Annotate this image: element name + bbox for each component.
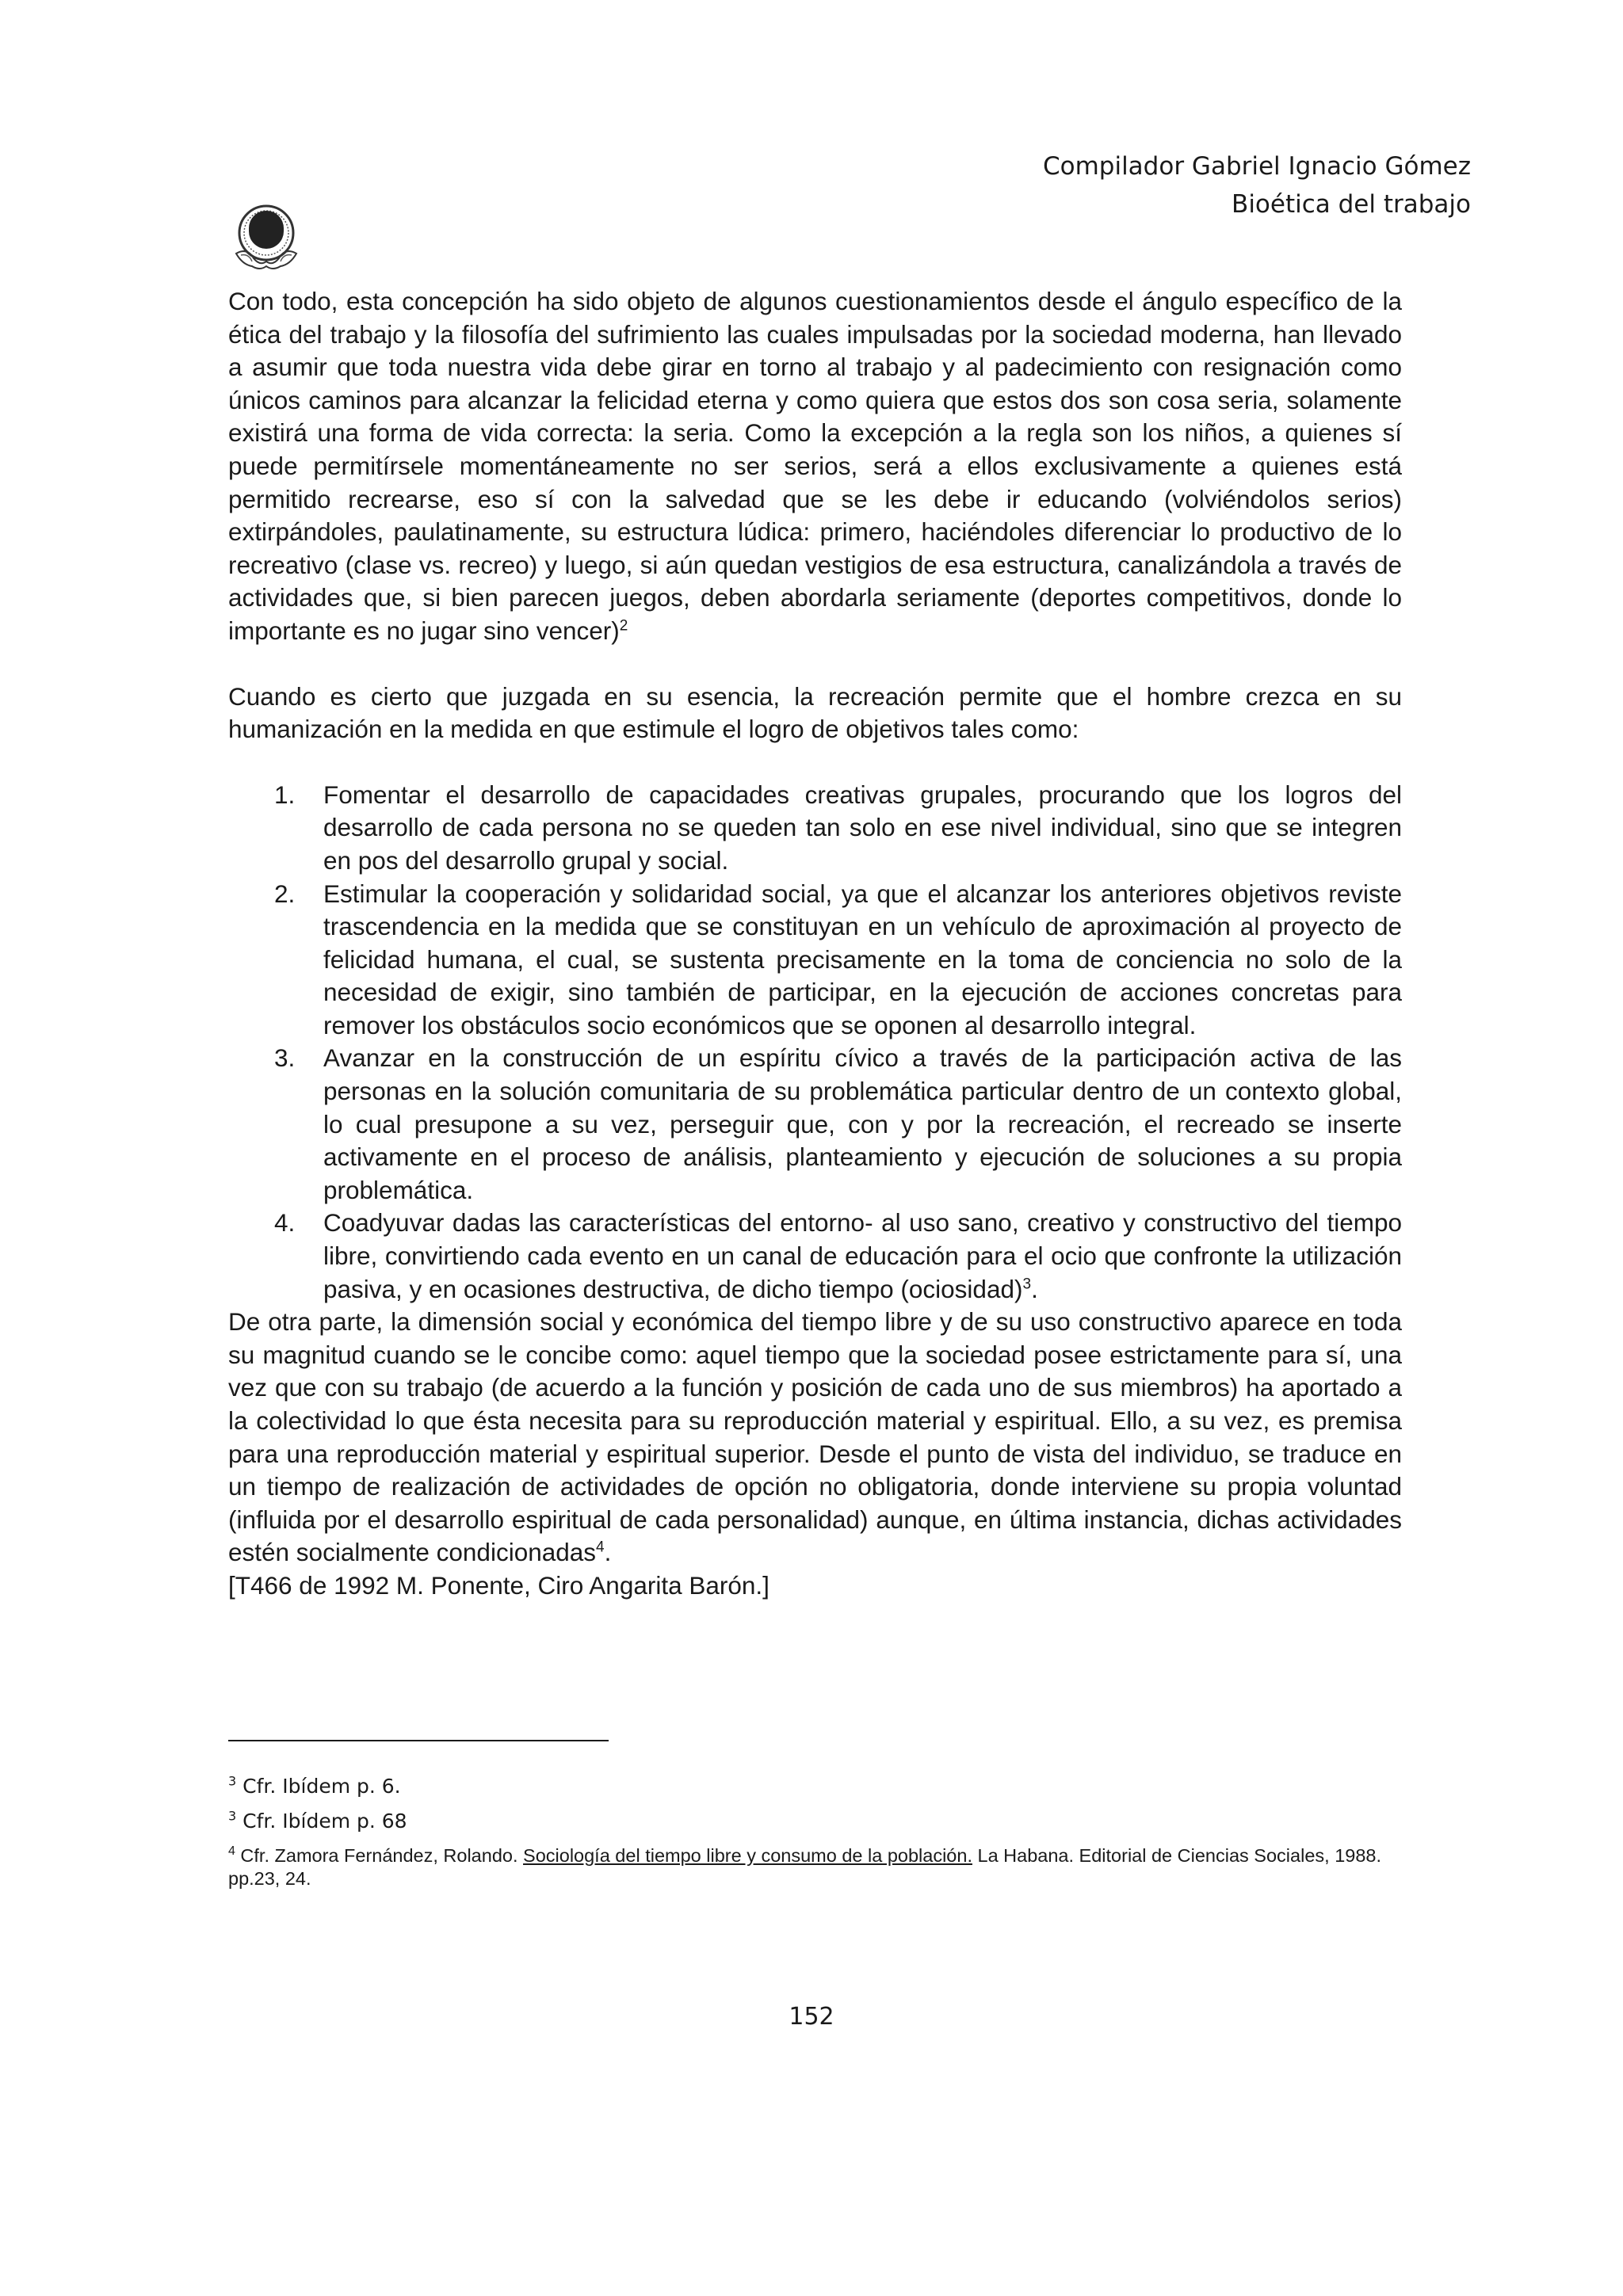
objectives-list xyxy=(228,779,1402,1306)
list-number: 1. xyxy=(274,780,296,809)
paragraph-3: De otra parte, la dimensión social y económica del tiempo libre y de su uso constructivo aparece en toda su magnitud cuando se le concibe como: aquel tiempo que la sociedad posee estrictamente para sí, una vez que con su trabajo (de acuerdo a la función y posición de cada uno de sus miembros) ha aportado a la colectividad lo que ésta necesita para su reproducción material y espiritual. Ello, a su vez, es premisa para una reproducción material y espiritual superior. Desde el punto de vista del individuo, se traduce en un tiempo de realización de actividades de opción no obligatoria, donde interviene su propia voluntad (influida por el desarrollo espiritual de cada personalidad) aunque, en última instancia, dichas actividades estén socialmente condicionadas$^4$. xyxy=(228,1307,1402,1567)
footnote-3: $^4$ Cfr. Zamora Fernández, Rolando. Sociología del tiempo libre y consumo de la población. La Habana. Editorial de Ciencias Sociales, 1988. pp.23, 24. xyxy=(228,1844,1381,1889)
list-item: 4. Coadyuvar dadas las características del entorno- al uso sano, creativo y constructivo del tiempo libre, convirtiendo cada evento en un canal de educación para el ocio que confronte la utilización pasiva, y en ocasiones destructiva, de dicho tiempo (ociosidad)$^3$. xyxy=(274,1208,1402,1303)
list-number: 2. xyxy=(274,879,296,908)
footnote-separator xyxy=(228,1740,609,1741)
footnote-2: $^3$ Cfr. Ibídem p. 68 xyxy=(228,1808,407,1833)
footnote-ref-3[interactable]: 3 xyxy=(1022,1276,1032,1293)
footnote-ref-2[interactable]: 2 xyxy=(619,617,628,635)
list-number: 4. xyxy=(274,1208,296,1238)
list-item: 2. Estimular la cooperación y solidaridad social, ya que el alcanzar los anteriores objetivos reviste trascendencia en la medida que se constituyan en un vehículo de aproximación al proyecto de felicidad humana, el cual, se sustenta precisamente en la toma de conciencia no solo de la necesidad de exigir, sino también de participar, en la ejecución de acciones concretas para remover los obstáculos socio económicos que se oponen al desarrollo integral. xyxy=(274,879,1402,1039)
footnote-1: $^3$ Cfr. Ibídem p. 6. xyxy=(228,1773,401,1798)
list-item: 1. Fomentar el desarrollo de capacidades creativas grupales, procurando que los logros del desarrollo de cada persona no se queden tan solo en ese nivel individual, sino que se integren en pos del desarrollo grupal y social. xyxy=(274,780,1402,875)
main-text xyxy=(228,285,1402,1603)
paragraph-1: Con todo, esta concepción ha sido objeto de algunos cuestionamientos desde el ángulo específico de la ética del trabajo y la filosofía del sufrimiento las cuales impulsadas por la sociedad moderna, han llevado a asumir que toda nuestra vida debe girar en torno al trabajo y al padecimiento con resignación como únicos caminos para alcanzar la felicidad eterna y como quiera que estos dos son cosa seria, solamente existirá una forma de vida correcta: la seria. Como la excepción a la regla son los niños, a quienes sí puede permitírsele momentáneamente no ser serios, será a ellos exclusivamente a quienes está permitido recrearse, eso sí con la salvedad que se les debe ir educando (volviéndolos serios) extirpándoles, paulatinamente, su estructura lúdica: primero, haciéndoles diferenciar lo productivo de lo recreativo (clase vs. recreo) y luego, si aún quedan vestigios de esa estructura, canalizándola a través de actividades que, si bien parecen juegos, deben abordarla seriamente (deportes competitivos, donde lo importante es no jugar sino vencer)$^2$ xyxy=(228,287,1402,645)
citation: [T466 de 1992 M. Ponente, Ciro Angarita Barón.] xyxy=(228,1570,769,1600)
list-item: 3. Avanzar en la construcción de un espíritu cívico a través de la participación activa de las personas en la solución comunitaria de su problemática particular dentro de un contexto global, lo cual presupone a su vez, perseguir que, con y por la recreación, el recreado se inserte activamente en el proceso de análisis, planteamiento y ejecución de soluciones a su propia problemática. xyxy=(274,1043,1402,1204)
footnote-ref-4[interactable]: 4 xyxy=(596,1539,605,1556)
book-title-link: Sociología del tiempo libre y consumo de la población. xyxy=(523,1845,972,1866)
running-header xyxy=(1043,147,1471,223)
header-book-title: Bioética del trabajo xyxy=(1232,190,1471,219)
university-seal-icon xyxy=(228,198,304,274)
paragraph-2: Cuando es cierto que juzgada en su esencia, la recreación permite que el hombre crezca en su humanización en la medida en que estimule el logro de objetivos tales como: xyxy=(228,681,1402,744)
header-compiler: Compilador Gabriel Ignacio Gómez xyxy=(1042,152,1471,181)
list-number: 3. xyxy=(274,1043,296,1073)
page-number: 152 xyxy=(789,2003,834,2031)
